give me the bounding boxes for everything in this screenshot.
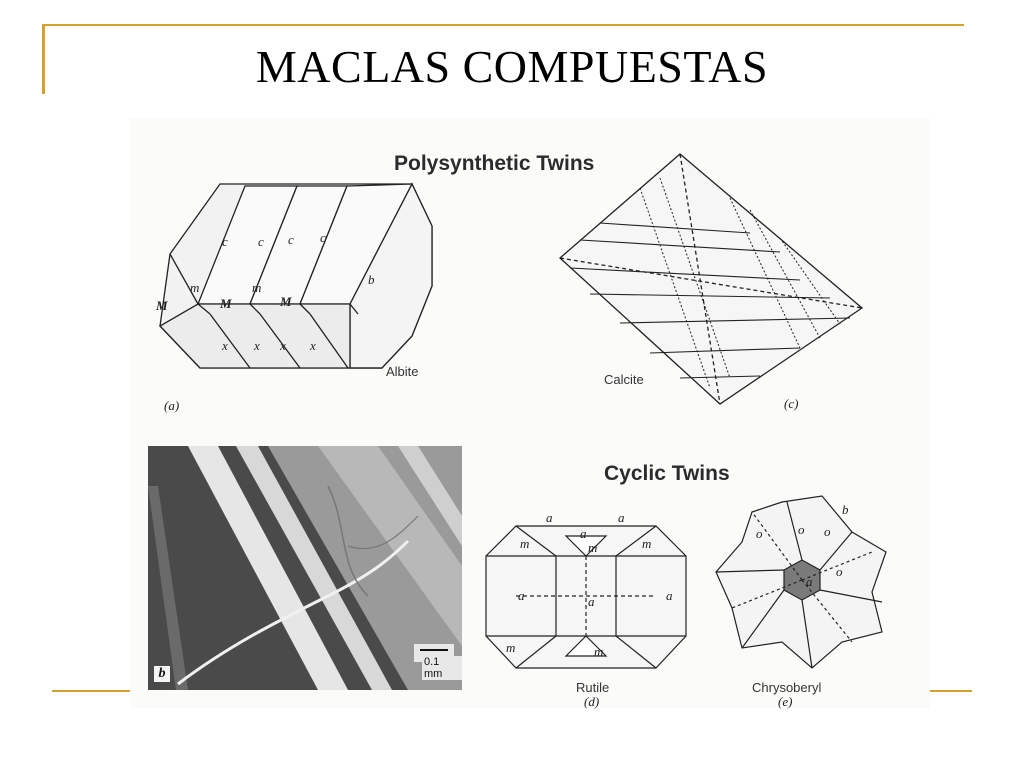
svg-text:c: c — [222, 234, 228, 249]
svg-text:o: o — [756, 526, 763, 541]
twins-figure — [130, 118, 930, 708]
svg-text:c: c — [258, 234, 264, 249]
svg-text:m: m — [520, 536, 530, 551]
svg-text:a: a — [580, 526, 587, 541]
svg-text:m: m — [252, 280, 262, 295]
cyclic-heading: Cyclic Twins — [604, 462, 730, 485]
svg-text:x: x — [222, 338, 228, 353]
albite-crystal-drawing — [150, 174, 460, 444]
scale-bar-label: 0.1 mm — [422, 656, 462, 680]
rutile-caption: Rutile — [576, 680, 610, 695]
svg-text:m: m — [588, 540, 598, 555]
svg-text:c: c — [288, 232, 294, 247]
calcite-crystal-drawing — [550, 148, 870, 418]
figure-label-a: (a) — [164, 398, 180, 413]
svg-text:M: M — [156, 298, 168, 313]
calcite-caption: Calcite — [604, 372, 644, 387]
slide-title: MACLAS COMPUESTAS — [255, 41, 769, 92]
svg-text:a: a — [618, 510, 625, 525]
figure-label-d: (d) — [584, 694, 600, 709]
svg-text:a: a — [588, 594, 595, 609]
photomicrograph-image — [148, 446, 462, 690]
figure-label-c: (c) — [784, 396, 799, 411]
svg-text:m: m — [506, 640, 516, 655]
albite-caption: Albite — [386, 364, 419, 379]
chrysoberyl-crystal-drawing — [712, 492, 892, 672]
rutile-crystal-drawing — [476, 506, 692, 686]
photo-label-b: b — [154, 666, 170, 682]
svg-text:a: a — [518, 588, 525, 603]
svg-text:o: o — [836, 564, 843, 579]
svg-text:b: b — [842, 502, 849, 517]
albite-photomicrograph — [148, 446, 462, 690]
svg-text:x: x — [280, 338, 286, 353]
svg-text:m: m — [642, 536, 652, 551]
chrysoberyl-caption: Chrysoberyl — [752, 680, 822, 695]
svg-text:a: a — [546, 510, 553, 525]
polysynthetic-heading: Polysynthetic Twins — [394, 152, 595, 175]
svg-text:M: M — [280, 294, 292, 309]
svg-text:b: b — [368, 272, 375, 287]
svg-text:o: o — [824, 524, 831, 539]
top-accent-line — [42, 24, 964, 26]
svg-text:o: o — [798, 522, 805, 537]
figure-label-e: (e) — [778, 694, 793, 709]
svg-text:c: c — [320, 230, 326, 245]
svg-text:x: x — [254, 338, 260, 353]
svg-text:a: a — [806, 574, 813, 589]
svg-text:a: a — [666, 588, 673, 603]
svg-text:m: m — [190, 280, 200, 295]
svg-text:m: m — [594, 644, 604, 659]
svg-text:M: M — [220, 296, 232, 311]
svg-text:x: x — [310, 338, 316, 353]
bottom-left-accent-line — [52, 690, 132, 692]
